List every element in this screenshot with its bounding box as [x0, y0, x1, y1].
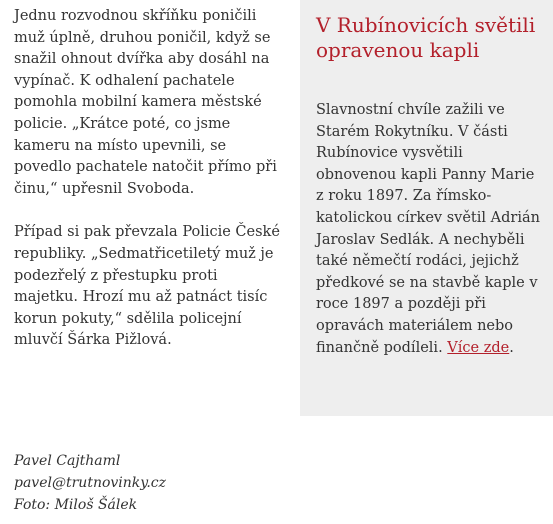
article-paragraph: Případ si pak převzala Policie České republiky. „Sedmatřicetiletý muž je podezřelý z přestupku proti majetku. Hrozí mu až patnáct tisíc korun pokuty,“ sdělila policejní mluvčí Šárka Pižlová.	[14, 224, 280, 349]
byline-author: Pavel Cajthaml	[14, 453, 121, 469]
byline	[14, 450, 286, 516]
related-article-box	[300, 0, 553, 416]
related-article-summary: Slavnostní chvíle zažili ve Starém Rokytníku. V části Rubínovice vysvětili obnovenou kapli Panny Marie z roku 1897. Za římsko-katolickou církev světil Adrián Jaroslav Sedlák. A nechyběli také němečtí rodáci, jejichž předkové se na stavbě kaple v roce 1897 a později při opravách materiálem nebo finančně podíleli.	[316, 102, 540, 356]
article-body	[14, 6, 286, 352]
related-article-title: V Rubínovicích světili opravenou kapli	[316, 13, 536, 62]
related-article-text	[316, 100, 543, 359]
more-link[interactable]: Více zde	[447, 339, 510, 356]
byline-photo-credit: Foto: Miloš Šálek	[14, 497, 138, 513]
related-article-period: .	[509, 339, 514, 356]
byline-email: pavel@trutnovinky.cz	[14, 475, 166, 491]
article-paragraph: Jednu rozvodnou skříňku poničili muž úplně, druhou poničil, když se snažil ohnout dvířka aby dosáhl na vypínač. K odhalení pachatele pomohla mobilní kamera městské policie. „Krátce poté, co jsme kameru na místo upevnili, se povedlo pachatele natočit přímo při činu,“ upřesnil Svoboda.	[14, 8, 277, 197]
